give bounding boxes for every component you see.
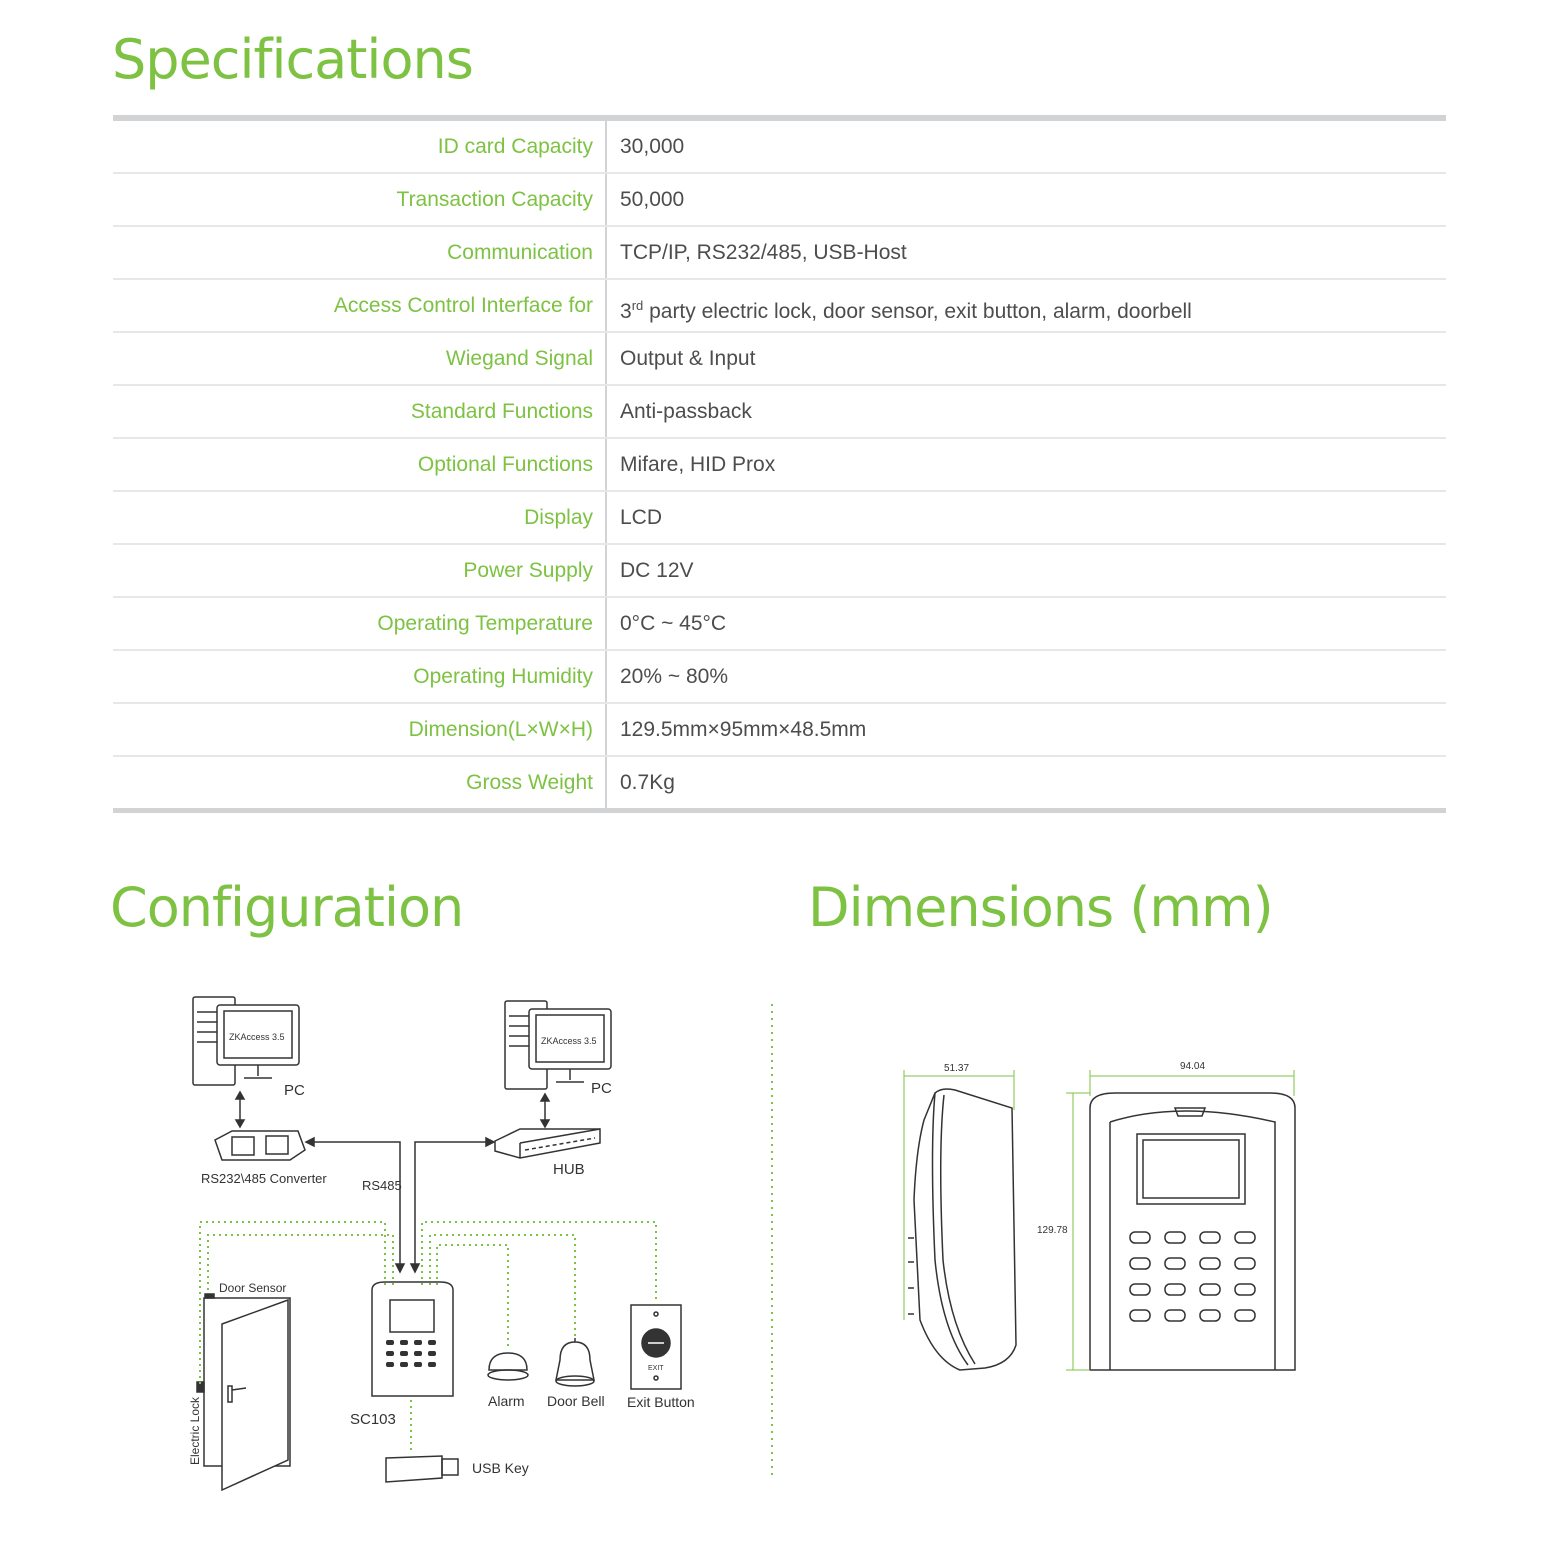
usb-key-icon (386, 1456, 458, 1482)
spec-label: Power Supply (113, 545, 607, 596)
spec-label: Access Control Interface for (113, 280, 607, 331)
front-width-label: 94.04 (1180, 1061, 1206, 1072)
spec-value: 20% ~ 80% (620, 665, 728, 688)
specifications-title: Specifications (112, 28, 473, 91)
spec-label: Gross Weight (113, 757, 607, 808)
rs232-485-converter-icon (215, 1131, 305, 1160)
height-label: 129.78 (1037, 1225, 1068, 1236)
spec-label: Wiegand Signal (113, 333, 607, 384)
spec-label: Operating Humidity (113, 651, 607, 702)
door-sensor-label: Door Sensor (219, 1281, 287, 1295)
door-bell-icon (556, 1338, 594, 1386)
spec-label: Standard Functions (113, 386, 607, 437)
sc103-device-icon (372, 1282, 453, 1396)
configuration-diagram (193, 997, 681, 1490)
door-icon (197, 1294, 290, 1490)
spec-label: Optional Functions (113, 439, 607, 490)
dimensions-drawing (908, 1089, 1295, 1370)
sc103-label: SC103 (350, 1411, 396, 1428)
side-view (908, 1089, 1016, 1370)
spec-label: ID card Capacity (113, 121, 607, 172)
hub-label: HUB (553, 1161, 585, 1178)
pc-right-label: PC (591, 1080, 612, 1097)
spec-label: Display (113, 492, 607, 543)
spec-label: Communication (113, 227, 607, 278)
spec-label: Dimension(L×W×H) (113, 704, 607, 755)
converter-label: RS232\485 Converter (201, 1171, 327, 1186)
side-width-label: 51.37 (944, 1063, 970, 1074)
spec-value-prefix: 3 (620, 300, 632, 323)
spec-value: 50,000 (620, 188, 685, 211)
rs485-label: RS485 (362, 1178, 402, 1193)
configuration-title: Configuration (110, 876, 464, 939)
usb-key-label: USB Key (472, 1460, 529, 1476)
spec-value: LCD (620, 506, 663, 529)
spec-label: Operating Temperature (113, 598, 607, 649)
pc-left-label: PC (284, 1082, 305, 1099)
spec-value: Anti-passback (620, 400, 752, 423)
spec-value: TCP/IP, RS232/485, USB-Host (620, 241, 907, 264)
spec-value: 30,000 (620, 135, 685, 158)
spec-value-superscript: rd (631, 298, 644, 313)
alarm-icon (488, 1353, 528, 1380)
exit-button-label: Exit Button (627, 1394, 695, 1410)
spec-value: DC 12V (620, 559, 694, 582)
hub-icon (495, 1129, 600, 1158)
dimensions-title: Dimensions (mm) (808, 876, 1273, 939)
spec-value: 129.5mm×95mm×48.5mm (620, 718, 867, 741)
front-view (1090, 1093, 1295, 1370)
alarm-label: Alarm (488, 1393, 525, 1409)
door-bell-label: Door Bell (547, 1393, 605, 1409)
electric-lock-label: Electric Lock (188, 1396, 202, 1465)
pc-right-screen-text: ZKAccess 3.5 (541, 1036, 597, 1046)
spec-value: 0°C ~ 45°C (620, 612, 727, 635)
spec-label: Transaction Capacity (113, 174, 607, 225)
spec-value-text: party electric lock, door sensor, exit button, alarm, doorbell (643, 300, 1192, 323)
spec-value: Output & Input (620, 347, 756, 370)
spec-value: Mifare, HID Prox (620, 453, 776, 476)
exit-text: EXIT (648, 1365, 664, 1372)
pc-left-screen-text: ZKAccess 3.5 (229, 1032, 285, 1042)
spec-value: 0.7Kg (620, 771, 675, 794)
exit-button-icon (631, 1305, 681, 1389)
